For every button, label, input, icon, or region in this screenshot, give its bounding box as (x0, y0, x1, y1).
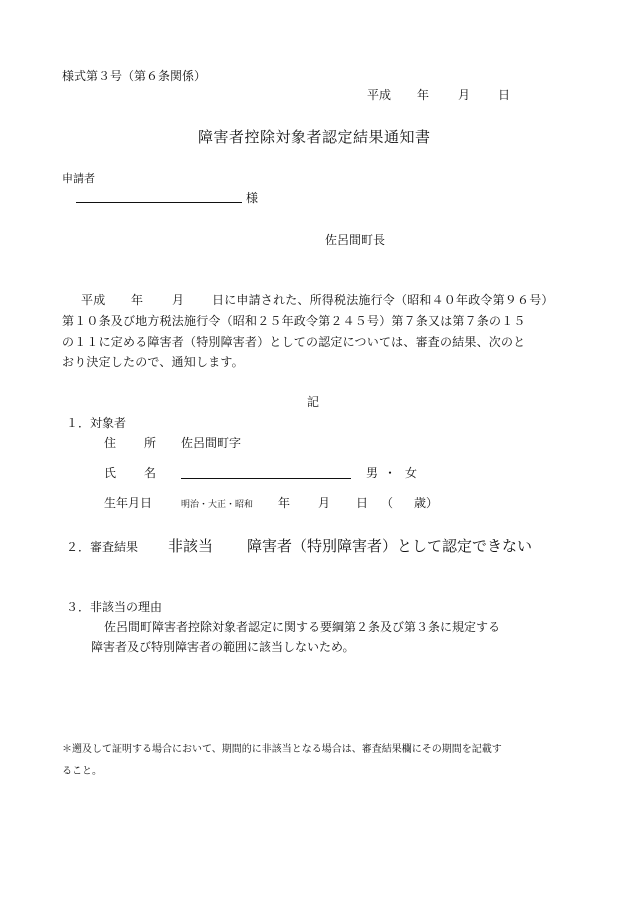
body-line-3: の１１に定める障害者（特別障害者）としての認定については、審査の結果、次のと (62, 335, 526, 349)
reason-line-1: 佐呂間町障害者控除対象者認定に関する要綱第２条及び第３条に規定する (104, 620, 501, 634)
date-year: 年 (417, 88, 430, 102)
applicant-label: 申請者 (62, 172, 95, 185)
age-open: （ (381, 496, 394, 510)
dob-year: 年 (278, 496, 291, 510)
reason-line-2: 障害者及び特別障害者の範囲に該当しないため。 (91, 640, 355, 654)
date-month: 月 (458, 88, 471, 102)
dob-label: 生年月日 (104, 496, 153, 510)
age-close: 歳） (414, 496, 439, 510)
note-line-1: ＊遡及して証明する場合において、期間的に非該当となる場合は、審査結果欄にその期間を記載す (62, 744, 502, 755)
name-line (181, 478, 351, 479)
result-statement: 障害者（特別障害者）として認定できない (247, 537, 533, 555)
body-year: 年 (131, 293, 144, 307)
address-label-2: 所 (144, 436, 157, 450)
address-label-1: 住 (104, 436, 117, 450)
body-month: 月 (172, 293, 185, 307)
body-line-4: おり決定したので、通知します。 (62, 355, 244, 369)
address-value: 佐呂間町字 (181, 436, 242, 450)
section3-heading: ３．非該当の理由 (66, 600, 163, 614)
gender-dot: ・ (384, 466, 397, 480)
result-value: 非該当 (168, 537, 214, 555)
form-number: 様式第３号（第６条関係） (62, 69, 207, 83)
gender-male: 男 (366, 466, 379, 480)
note-line-2: ること。 (62, 766, 102, 777)
section2-heading: ２．審査結果 (66, 540, 139, 554)
dob-day: 日 (356, 496, 369, 510)
issuer-name: 佐呂間町長 (325, 233, 386, 247)
ki-mark: 記 (307, 395, 320, 409)
dob-eras: 明治・大正・昭和 (181, 500, 254, 510)
document-title: 障害者控除対象者認定結果通知書 (198, 128, 431, 146)
section1-heading: １．対象者 (66, 416, 127, 430)
body-line-1: 日に申請された、所得税法施行令（昭和４０年政令第９６号） (212, 293, 554, 307)
applicant-honorific: 様 (246, 191, 259, 205)
body-era: 平成 (81, 293, 106, 307)
dob-month: 月 (318, 496, 331, 510)
gender-female: 女 (405, 466, 418, 480)
name-label-1: 氏 (104, 466, 117, 480)
applicant-name-line (76, 202, 242, 203)
date-era: 平成 (367, 88, 392, 102)
name-label-2: 名 (144, 466, 157, 480)
body-line-2: 第１０条及び地方税法施行令（昭和２５年政令第２４５号）第７条又は第７条の１５ (62, 314, 526, 328)
date-day: 日 (498, 88, 511, 102)
